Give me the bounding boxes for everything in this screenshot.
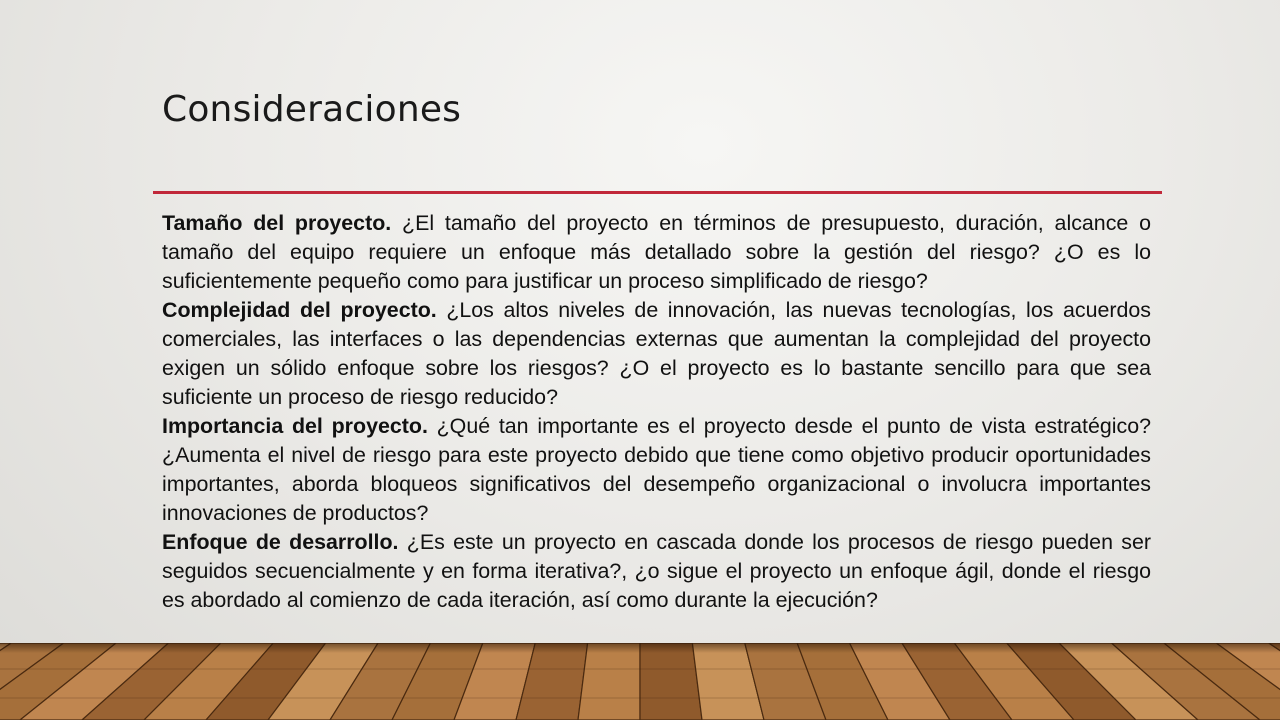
slide-title: Consideraciones xyxy=(162,89,462,130)
wood-floor-planks xyxy=(0,643,1280,720)
consideration-text: ¿El tamaño del proyecto en términos de presupuesto, duración, alcance o tamaño del equipo requiere un enfoque más detallado sobre la gestión del riesgo? ¿O es lo suficientemente pequeño como para justificar un proceso simplificado de riesgo? xyxy=(162,211,1151,293)
consideration-text: ¿Qué tan importante es el proyecto desde el punto de vista estratégico? ¿Aumenta el nivel de riesgo para este proyecto debido que tiene como objetivo producir oportunidades importantes, aborda bloqueos significativos del desempeño organizacional o involucra importantes innovaciones de productos? xyxy=(162,414,1151,525)
floor-plank xyxy=(640,643,702,720)
consideration-heading: Tamaño del proyecto. xyxy=(162,211,392,235)
consideration-heading: Complejidad del proyecto. xyxy=(162,298,437,322)
floor-plank xyxy=(578,643,640,720)
consideration-text: ¿Los altos niveles de innovación, las nuevas tecnologías, los acuerdos comerciales, las interfaces o las dependencias externas que aumentan la complejidad del proyecto exigen un sólido enfoque sobre los riesgos? ¿O el proyecto es lo bastante sencillo para que sea suficiente un proceso de riesgo reducido? xyxy=(162,298,1151,409)
slide-body xyxy=(162,209,1151,615)
consideration-paragraph xyxy=(162,296,1151,412)
consideration-paragraph xyxy=(162,209,1151,296)
wood-floor xyxy=(0,643,1280,720)
floor-shadow xyxy=(0,643,1280,653)
consideration-text: ¿Es este un proyecto en cascada donde los procesos de riesgo pueden ser seguidos secuencialmente y en forma iterativa?, ¿o sigue el proyecto un enfoque ágil, donde el riesgo es abordado al comienzo de cada iteración, así como durante la ejecución? xyxy=(162,530,1151,612)
consideration-heading: Importancia del proyecto. xyxy=(162,414,428,438)
title-divider xyxy=(153,191,1162,194)
consideration-paragraph xyxy=(162,528,1151,615)
consideration-heading: Enfoque de desarrollo. xyxy=(162,530,399,554)
consideration-paragraph xyxy=(162,412,1151,528)
